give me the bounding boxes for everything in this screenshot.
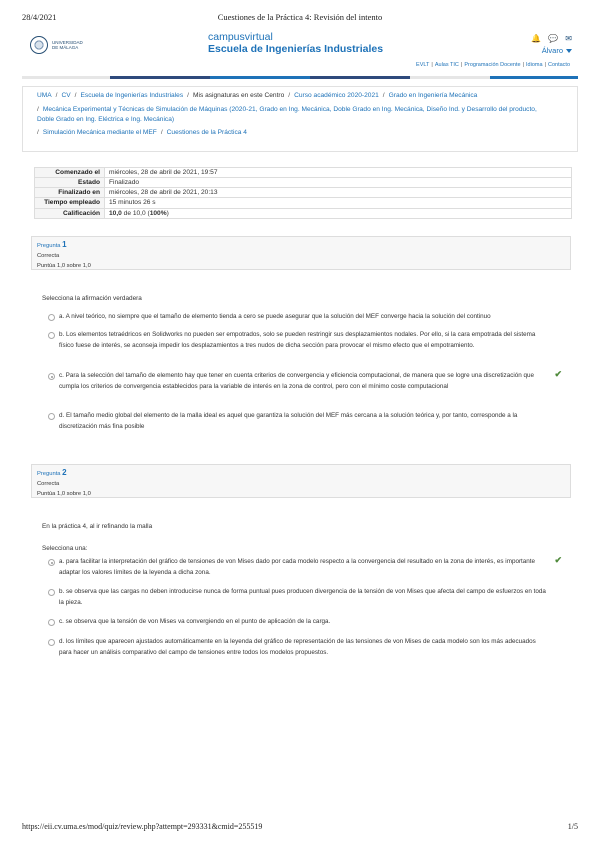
question-status: Correcta <box>37 253 60 259</box>
checkmark-icon: ✔ <box>554 369 562 379</box>
summary-label: Comenzado el <box>35 168 105 178</box>
grade-value: 10,0 <box>109 209 122 217</box>
grade-max: de 10,0 ( <box>121 209 150 217</box>
question-score: Puntúa 1,0 sobre 1,0 <box>37 491 91 497</box>
table-row <box>35 198 572 209</box>
separator: | <box>460 62 463 68</box>
university-logo[interactable] <box>30 32 90 58</box>
crumb-course[interactable]: Mecánica Experimental y Técnicas de Simulación de Máquinas (2020-21, Grado en Ing. Mecánica, Doble Grado en Ing. Mecánica, Diseño Ind. y Desarrollo del producto, Doble Grado en Ing. Eléctrica e Ing. Mecánica) <box>37 106 537 123</box>
question-number: Pregunta 2 <box>37 468 67 477</box>
breadcrumb <box>22 86 578 152</box>
question-prompt: En la práctica 4, al ir refinando la malla <box>42 523 153 530</box>
answer-text: a. A nivel teórico, no siempre que el tamaño de elemento tienda a cero se puede asegurar que la solución del MEF converge hacia la solución del continuo <box>59 313 491 320</box>
link-aulas-tic[interactable]: Aulas TIC <box>434 62 459 68</box>
user-menu[interactable] <box>524 46 572 55</box>
print-title: Cuestiones de la Práctica 4: Revisión del intento <box>217 12 383 22</box>
answer-text: c. se observa que la tensión de von Mises va convergiendo en el punto de aplicación de la carga. <box>59 618 331 625</box>
radio-button-selected[interactable] <box>48 559 55 566</box>
radio-button[interactable] <box>48 332 55 339</box>
breadcrumb-row-3: / Simulación Mecánica mediante el MEF / Cuestiones de la Práctica 4 <box>37 129 247 136</box>
answer-text: b. Los elementos tetraédricos en Solidworks no pueden ser empotrados, solo se pueden restringir sus desplazamientos nodales. Por ello, si la cara empotrada del sistema físico fuese de interés, se aconseja impedir los desplazamientos a tres nudos de dicha sección para provocar el mismo efecto que el empotramiento. <box>59 331 536 349</box>
crumb-uma[interactable]: UMA <box>37 92 52 99</box>
select-one-label: Selecciona una: <box>42 545 88 552</box>
summary-value: miércoles, 28 de abril de 2021, 20:13 <box>105 188 572 198</box>
summary-value: miércoles, 28 de abril de 2021, 19:57 <box>105 168 572 178</box>
question-info <box>31 464 571 498</box>
answer-option[interactable] <box>48 312 550 323</box>
radio-button[interactable] <box>48 619 55 626</box>
site-title-small: campusvirtual <box>208 31 273 43</box>
mail-icon[interactable]: ✉ <box>565 34 572 43</box>
summary-value: 15 minutos 26 s <box>105 198 572 209</box>
answer-option[interactable] <box>48 411 550 432</box>
question-prompt: Selecciona la afirmación verdadera <box>42 295 142 302</box>
separator: | <box>522 62 525 68</box>
logo-text: UNIVERSIDAD DE MÁLAGA <box>52 40 83 50</box>
bell-icon[interactable]: 🔔 <box>531 34 542 43</box>
answer-option[interactable] <box>48 330 550 351</box>
grade-percent: 100% <box>149 209 167 217</box>
crumb-degree[interactable]: Grado en Ingeniería Mecánica <box>388 92 478 99</box>
university-seal-icon <box>30 36 48 54</box>
header-icons <box>524 34 572 44</box>
question-score: Puntúa 1,0 sobre 1,0 <box>37 263 91 269</box>
checkmark-icon: ✔ <box>554 555 562 565</box>
link-contacto[interactable]: Contacto <box>547 62 570 68</box>
question-number: Pregunta 1 <box>37 240 67 249</box>
separator: | <box>431 62 433 68</box>
radio-button[interactable] <box>48 413 55 420</box>
answer-text: b. se observa que las cargas no deben introducirse nunca de forma puntual pues producen divergencia de la tensión de von Mises que afecta del campo de esfuerzos en toda la pieza. <box>59 588 546 606</box>
summary-value: Finalizado <box>105 178 572 188</box>
site-title-big: Escuela de Ingenierías Industriales <box>208 43 384 55</box>
answer-text: d. El tamaño medio global del elemento de la malla ideal es aquel que garantiza la solución del MEF más cercana a la solución teórica y, por tanto, corresponde a la discretización más fina posible <box>59 412 518 430</box>
link-evlt[interactable]: EVLT <box>416 62 430 68</box>
link-idioma[interactable]: Idioma <box>526 62 543 68</box>
radio-button[interactable] <box>48 639 55 646</box>
caret-down-icon <box>566 49 572 53</box>
print-footer <box>22 822 578 834</box>
color-bar <box>22 76 578 79</box>
page-number: 1/5 <box>567 822 578 831</box>
answer-text: c. Para la selección del tamaño de elemento hay que tener en cuenta criterios de convergencia y eficiencia computacional, de manera que se logre una discretización que cumpla los criterios de convergencia establecidos para la variable de interés en la zona de control, pero con el mínimo coste computacional <box>59 372 534 390</box>
print-header <box>22 12 578 24</box>
summary-value <box>105 208 572 218</box>
crumb-school[interactable]: Escuela de Ingenierías Industriales <box>80 92 184 99</box>
table-row <box>35 168 572 178</box>
site-title[interactable] <box>208 32 428 55</box>
crumb-academic-year[interactable]: Curso académico 2020-2021 <box>294 92 379 99</box>
answer-text: d. los límites que aparecen ajustados automáticamente en la leyenda del gráfico de representación de las tensiones de von Mises de cada modelo son los más adecuados para hacer un análisis comparativo del campo de tensiones entre todos los modelos propuestos. <box>59 638 536 656</box>
summary-label: Calificación <box>35 208 105 218</box>
separator: | <box>544 62 546 68</box>
user-name: Álvaro <box>541 46 563 55</box>
breadcrumb-row-2: / Mecánica Experimental y Técnicas de Simulación de Máquinas (2020-21, Grado en Ing. Mecánica, Doble Grado en Ing. Mecánica, Diseño Ind. y Desarrollo del producto, Doble Grado en Ing. Eléctrica e Ing. Mecánica) <box>37 106 537 123</box>
question-status: Correcta <box>37 481 60 487</box>
link-programacion[interactable]: Programación Docente <box>464 62 521 68</box>
attempt-summary-table <box>34 167 572 219</box>
radio-button-selected[interactable] <box>48 373 55 380</box>
answer-text: a. para facilitar la interpretación del gráfico de tensiones de von Mises dado por cada modelo respecto a la convergencia del resultado en la zona de interés, es importante adaptar los valores límites de la leyenda a dicha zona. <box>59 558 536 576</box>
summary-label: Finalizado en <box>35 188 105 198</box>
question-info <box>31 236 571 270</box>
answer-option[interactable] <box>48 557 550 578</box>
user-area <box>524 34 572 58</box>
summary-label: Estado <box>35 178 105 188</box>
top-links <box>416 62 570 68</box>
grade-close: ) <box>166 209 169 217</box>
answer-option[interactable] <box>48 587 550 608</box>
radio-button[interactable] <box>48 314 55 321</box>
crumb-quiz[interactable]: Cuestiones de la Práctica 4 <box>166 129 247 136</box>
crumb-my-courses[interactable]: Mis asignaturas en este Centro <box>193 92 285 99</box>
crumb-cv[interactable]: CV <box>61 92 71 99</box>
crumb-section[interactable]: Simulación Mecánica mediante el MEF <box>42 129 157 136</box>
answer-option[interactable] <box>48 637 550 658</box>
answer-option[interactable] <box>48 617 550 628</box>
radio-button[interactable] <box>48 589 55 596</box>
chat-icon[interactable]: 💬 <box>548 34 559 43</box>
breadcrumb-row-1: UMA / CV / Escuela de Ingenierías Industriales / Mis asignaturas en este Centro / Curso académico 2020-2021 / Grado en Ingeniería Mecánica <box>37 92 478 99</box>
site-header <box>22 30 578 60</box>
table-row <box>35 188 572 198</box>
answer-option[interactable] <box>48 371 550 392</box>
table-row <box>35 178 572 188</box>
print-url: https://eii.cv.uma.es/mod/quiz/review.php?attempt=293331&cmid=255519 <box>22 822 263 831</box>
print-date: 28/4/2021 <box>22 12 57 22</box>
summary-label: Tiempo empleado <box>35 198 105 209</box>
table-row <box>35 208 572 218</box>
